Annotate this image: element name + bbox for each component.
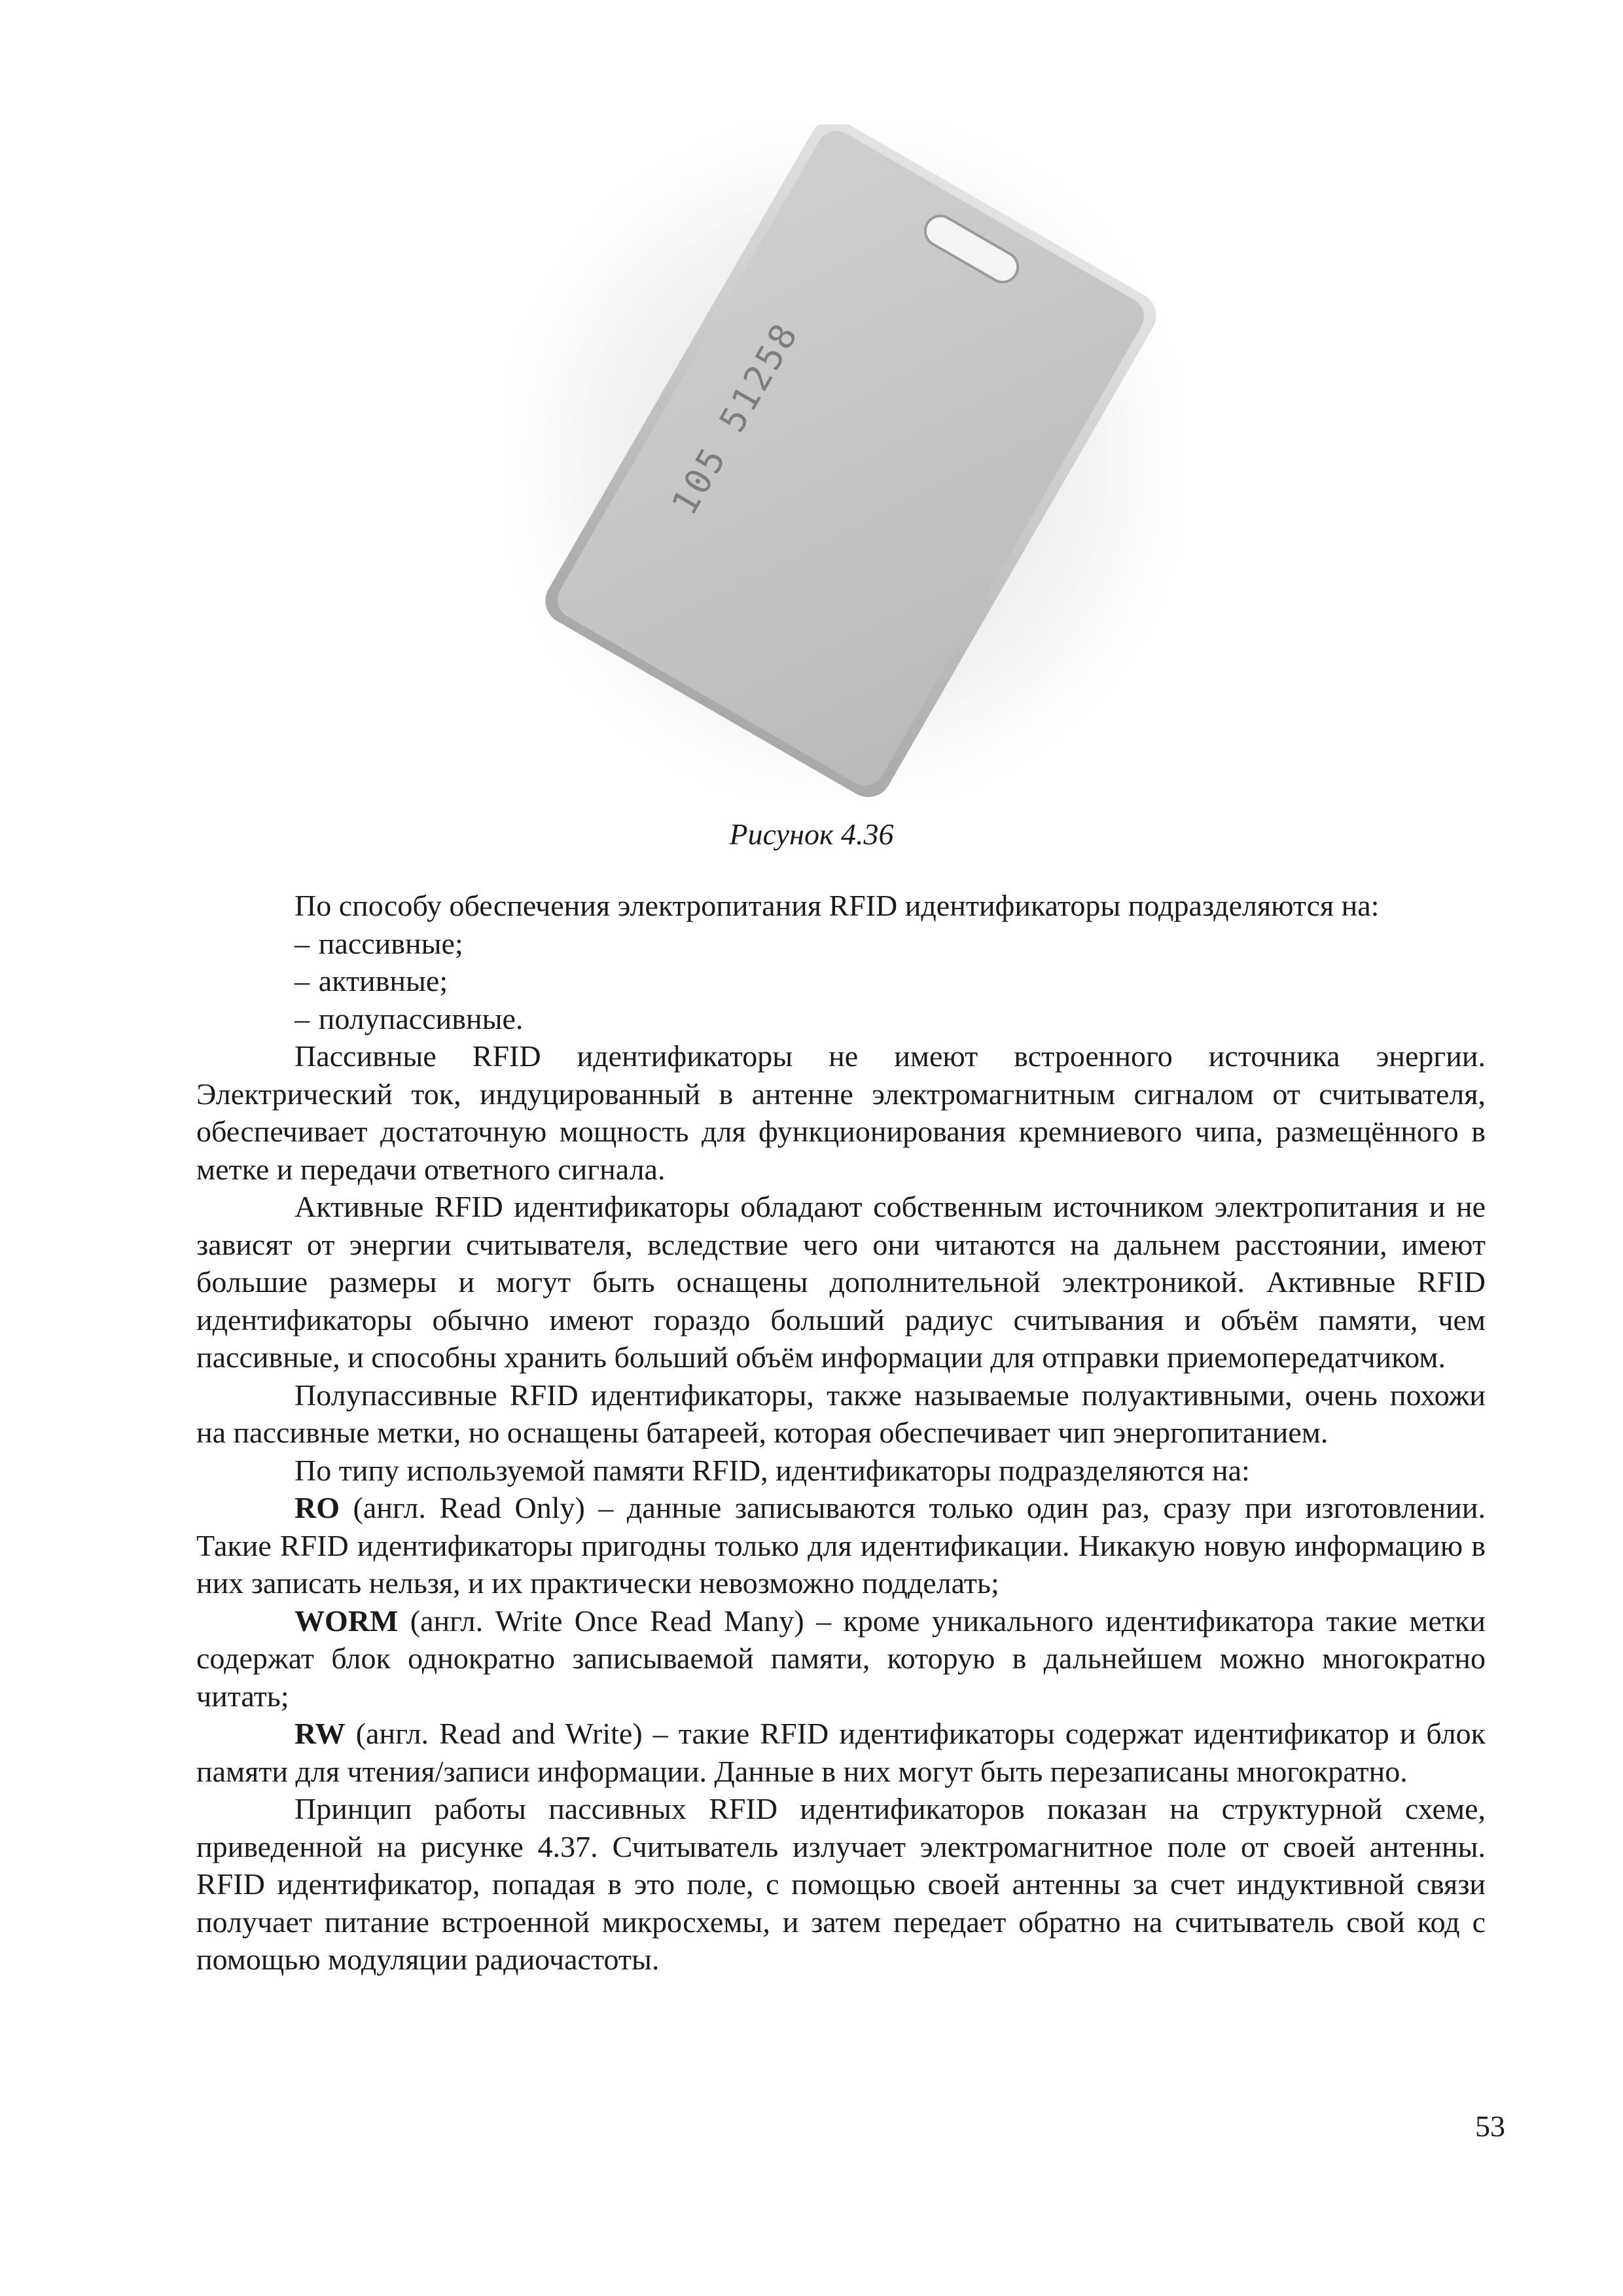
card-serial-number: 105 51258: [663, 315, 807, 522]
page-number: 53: [1475, 2109, 1505, 2143]
rfid-card-figure: [510, 124, 1178, 798]
list-item: – пассивные;: [294, 926, 463, 960]
term-worm: WORM: [294, 1604, 399, 1638]
memory-type-rw: RW (англ. Read and Write) – такие RFID идентификаторы содержат идентификатор и блок памяти для чтения/записи информации. Данные в них могут быть перезаписаны многократно.: [196, 1717, 1486, 1788]
principle-paragraph: Принцип работы пассивных RFID идентификаторов показан на структурной схеме, приведенной на рисунке 4.37. Считыватель излучает электромагнитное поле от своей антенны. RFID идентификатор, попадая в это поле, с помощью своей антенны за счет индуктивной связи получает питание встроенной микросхемы, и затем передает обратно на считыватель свой код с помощью модуляции радиочастоты.: [196, 1792, 1486, 1976]
power-types-intro: По способу обеспечения электропитания RFID идентификаторы подразделяются на:: [294, 889, 1380, 922]
memory-types-intro: По типу используемой памяти RFID, идентификаторы подразделяются на:: [294, 1453, 1250, 1487]
semipassive-paragraph: Полупассивные RFID идентификаторы, также называемые полуактивными, очень похожи на пассивные метки, но оснащены батареей, которая обеспечивает чип энергопитанием.: [196, 1378, 1486, 1449]
list-item: – активные;: [294, 964, 448, 997]
memory-type-ro: RO (англ. Read Only) – данные записываются только один раз, сразу при изготовлении. Такие RFID идентификаторы пригодны только для идентификации. Никакую новую информацию в них записать нельзя, и их практически невозможно подделать;: [196, 1491, 1486, 1600]
term-rw: RW: [294, 1717, 346, 1750]
memory-type-worm: WORM (англ. Write Once Read Many) – кроме уникального идентификатора такие метки содержат блок однократно записываемой памяти, которую в дальнейшем можно многократно читать;: [196, 1604, 1486, 1713]
page-body: [196, 887, 1486, 1979]
figure-caption: Рисунок 4.36: [729, 817, 894, 851]
list-item: – полупассивные.: [294, 1001, 524, 1035]
passive-paragraph: Пассивные RFID идентификаторы не имеют встроенного источника энергии. Электрический ток, индуцированный в антенне электромагнитным сигналом от считывателя, обеспечивает достаточную мощность для функционирования кремниевого чипа, размещённого в метке и передачи ответного сигнала.: [196, 1039, 1486, 1186]
term-ro: RO: [294, 1491, 340, 1524]
rfid-card-image: [510, 124, 1178, 798]
active-paragraph: Активные RFID идентификаторы обладают собственным источником электропитания и не зависят от энергии считывателя, вследствие чего они читаются на дальнем расстоянии, имеют большие размеры и могут быть оснащены дополнительной электроникой. Активные RFID идентификаторы обычно имеют гораздо больший радиус считывания и объём памяти, чем пассивные, и способны хранить больший объём информации для отправки приемопередатчиком.: [196, 1190, 1486, 1374]
